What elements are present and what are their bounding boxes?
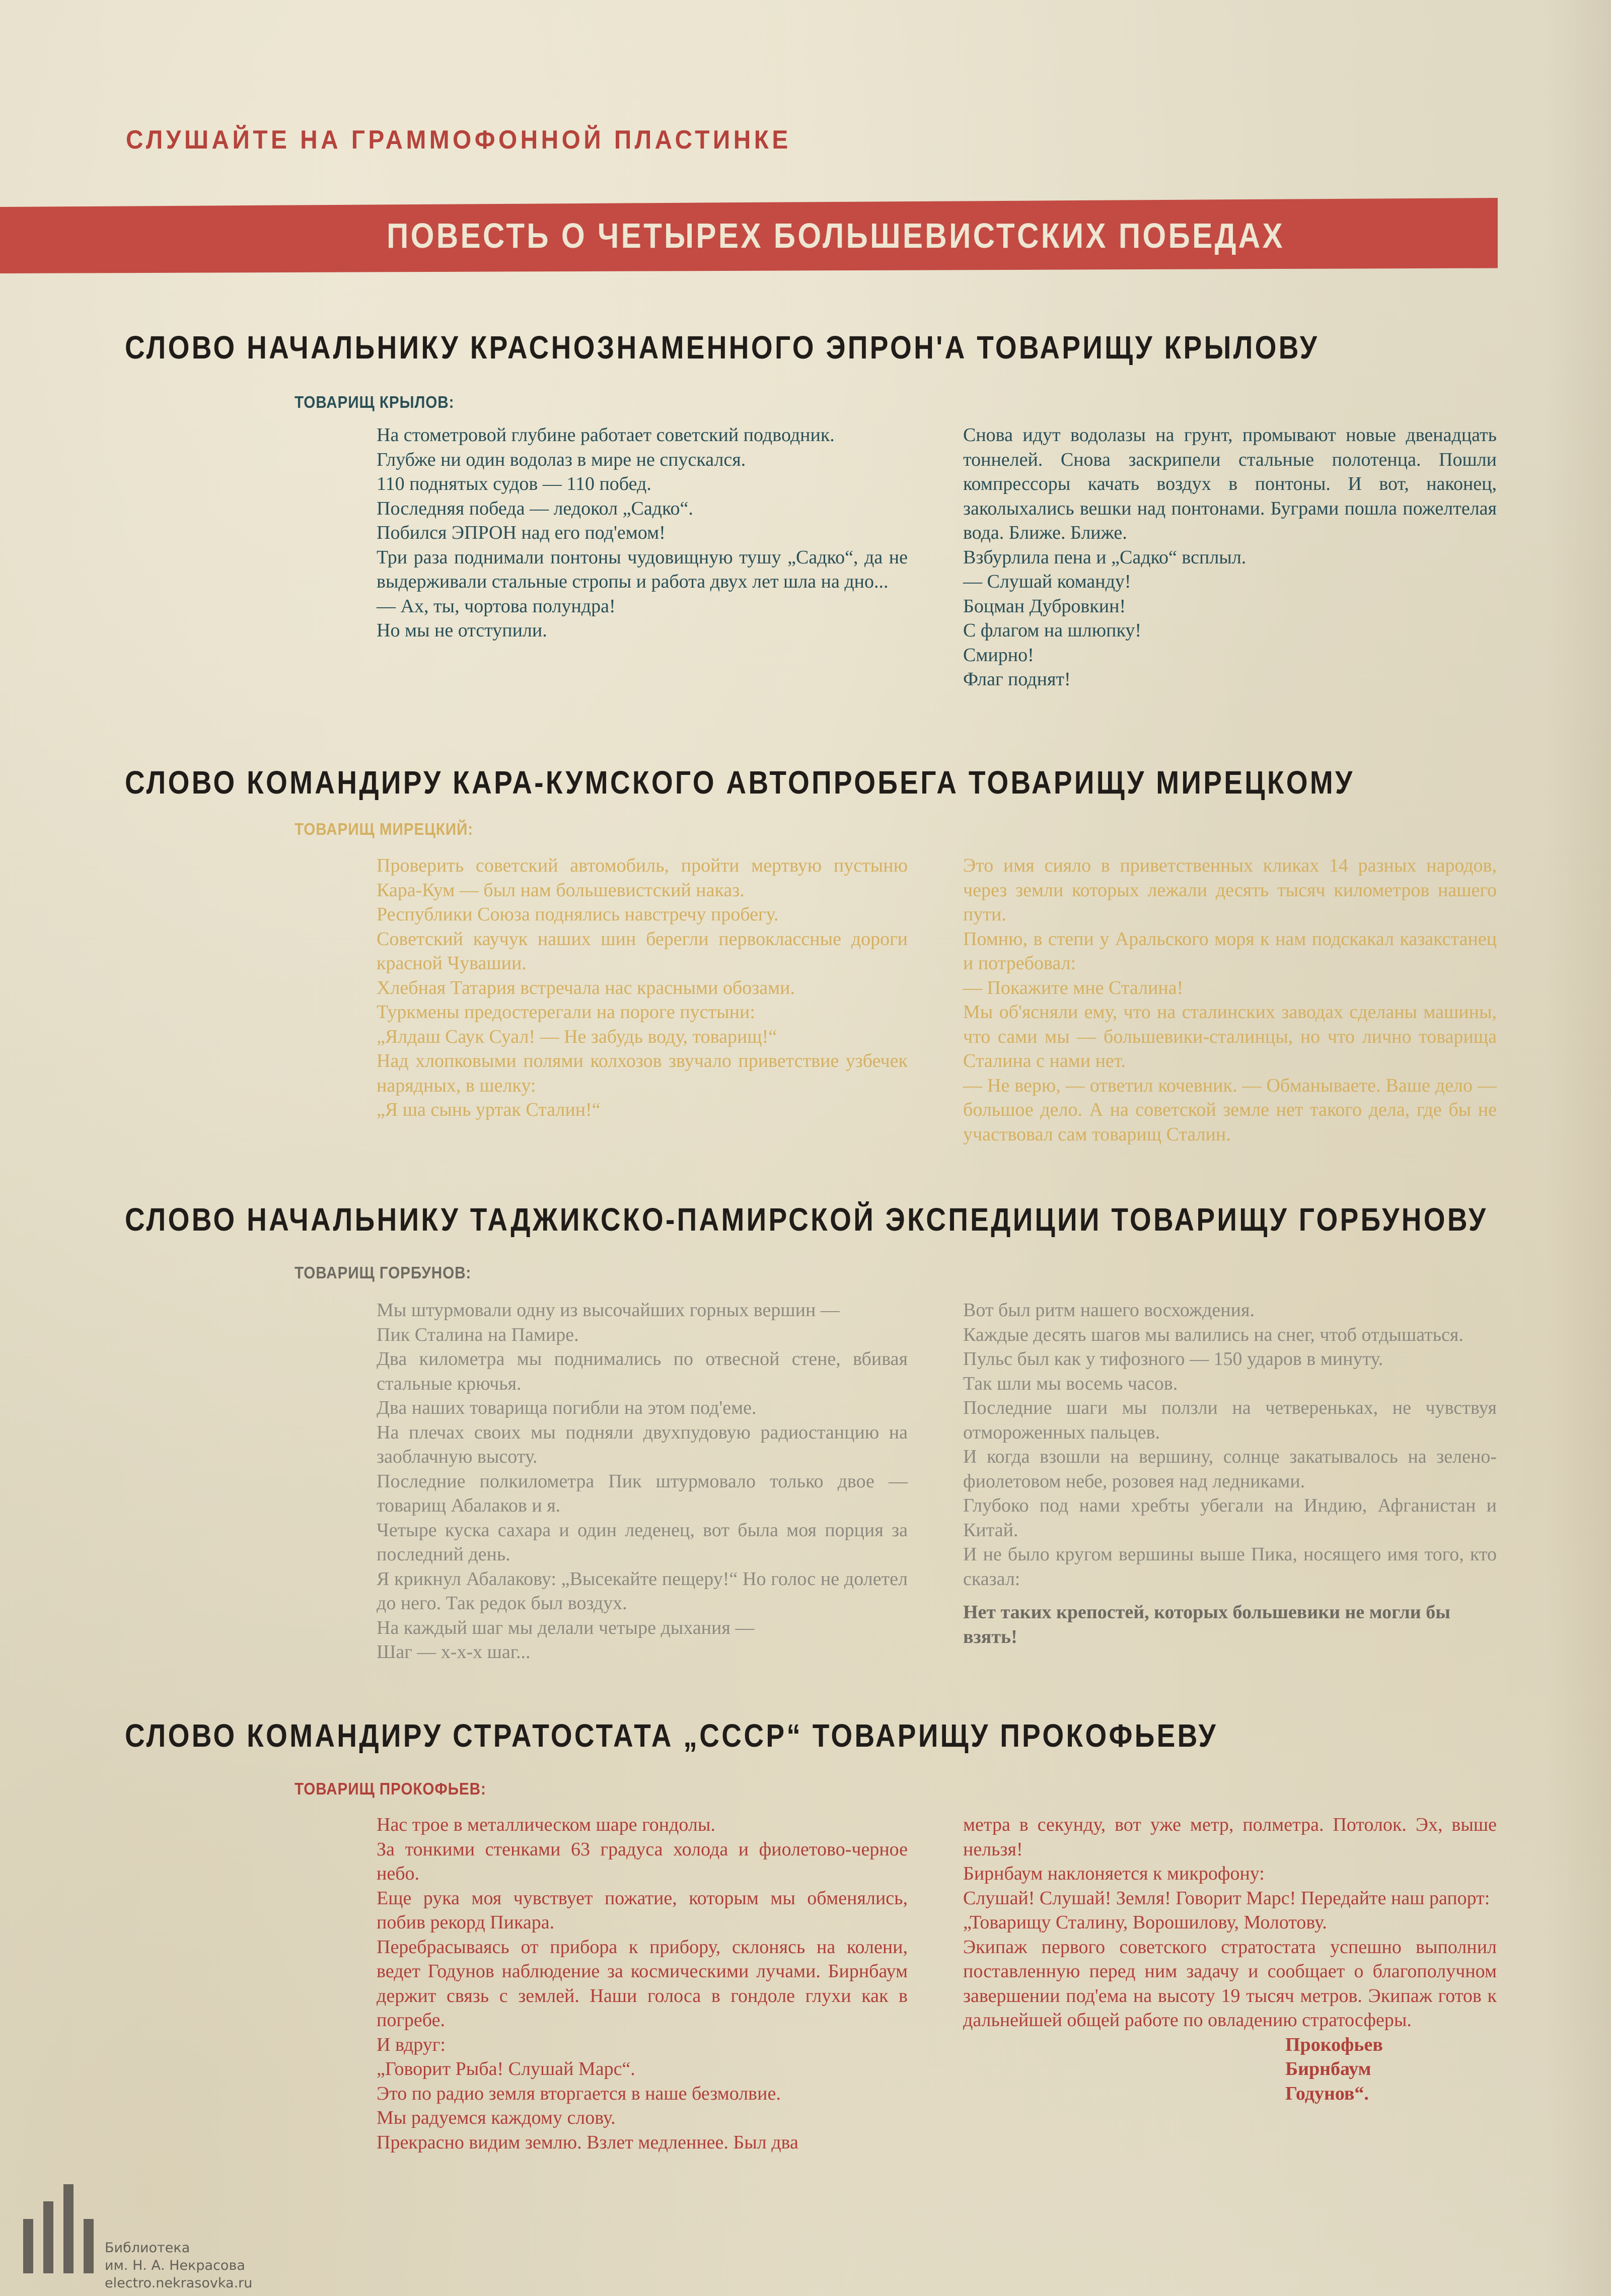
paragraph: Глубже ни один водолаз в мире не спускался. (377, 449, 746, 470)
library-name: Библиотека (105, 2240, 190, 2256)
text-column-krylov-right (963, 423, 1497, 692)
paragraph: Последние шаги мы ползли на четвереньках, не чувствуя отмороженных пальцев. (963, 1397, 1497, 1443)
text-column-miretsky-right (963, 853, 1497, 1146)
paragraph: Но мы не отступили. (377, 620, 547, 641)
library-bars-logo-icon (23, 2183, 94, 2273)
paragraph: Помню, в степи у Аральского моря к нам подскакал казакстанец и потребовал: (963, 928, 1497, 974)
signature: Бирнбаум (1285, 2058, 1371, 2079)
text-column-gorbunov-left (377, 1298, 908, 1665)
paragraph: Последние полкилометра Пик штурмовало только двое — товарищ Абалаков и я. (377, 1470, 908, 1516)
paragraph: — Слушай команду! (963, 571, 1131, 592)
library-subtitle: им. Н. А. Некрасова (105, 2258, 245, 2273)
paragraph: Побился ЭПРОН над его под'емом! (377, 522, 666, 543)
paragraph: Мы радуемся каждому слову. (377, 2107, 616, 2128)
paragraph: Два километра мы поднимались по отвесной стене, вбивая стальные крючья. (377, 1348, 908, 1394)
paper-edge-shadow (1546, 0, 1611, 2296)
paragraph: На стометровой глубине работает советский подводник. (377, 424, 835, 446)
paragraph: Флаг поднят! (963, 669, 1071, 690)
library-watermark (105, 2239, 252, 2292)
paragraph: Слушай! Слушай! Земля! Говорит Марс! Передайте наш рапорт: (963, 1887, 1490, 1909)
text-column-miretsky-left (377, 853, 908, 1122)
speaker-label-miretsky: ТОВАРИЩ МИРЕЦКИЙ: (295, 820, 474, 838)
paragraph: На каждый шаг мы делали четыре дыхания — (377, 1617, 755, 1638)
text-column-prokofiev-left (377, 1813, 908, 2155)
paragraph: Так шли мы восемь часов. (963, 1373, 1178, 1394)
paragraph: Советский каучук наших шин берегли первоклассные дороги красной Чувашии. (377, 928, 908, 974)
paragraph: Хлебная Татария встречала нас красными обозами. (377, 977, 795, 998)
speaker-label-prokofiev: ТОВАРИЩ ПРОКОФЬЕВ: (295, 1779, 486, 1798)
paragraph: Вот был ритм нашего восхождения. (963, 1300, 1255, 1321)
paragraph: Еще рука моя чувствует пожатие, которым мы обменялись, побив рекорд Пикара. (377, 1887, 908, 1933)
paragraph: — Покажите мне Сталина! (963, 977, 1184, 998)
paragraph: На плечах своих мы подняли двухпудовую радиостанцию на заоблачную высоту. (377, 1421, 908, 1467)
section-heading-miretsky: СЛОВО КОМАНДИРУ КАРА-КУМСКОГО АВТОПРОБЕГА ТОВАРИЩУ МИРЕЦКОМУ (125, 764, 1355, 801)
kicker-title: СЛУШАЙТЕ НА ГРАММОФОННОЙ ПЛАСТИНКЕ (126, 125, 791, 155)
paragraph: Каждые десять шагов мы валились на снег, чтоб отдышаться. (963, 1324, 1463, 1345)
text-column-prokofiev-right (963, 1813, 1497, 2106)
paragraph: За тонкими стенками 63 градуса холода и фиолетово-черное небо. (377, 1838, 908, 1884)
section-heading-prokofiev: СЛОВО КОМАНДИРУ СТРАТОСТАТА „СССР“ ТОВАРИЩУ ПРОКОФЬЕВУ (125, 1717, 1218, 1754)
paragraph: метра в секунду, вот уже метр, полметра. Потолок. Эх, выше нельзя! (963, 1814, 1497, 1860)
paragraph: Над хлопковыми полями колхозов звучало приветствие узбечек нарядных, в шелку: (377, 1050, 908, 1096)
paragraph: Глубоко под нами хребты убегали на Индию, Афганистан и Китай. (963, 1495, 1497, 1541)
speaker-label-krylov: ТОВАРИЩ КРЫЛОВ: (295, 393, 455, 411)
paragraph: — Ах, ты, чортова полундра! (377, 595, 616, 617)
paragraph: Три раза поднимали понтоны чудовищную тушу „Садко“, да не выдерживали стальные стропы и работа двух лет шла на дно... (377, 546, 908, 592)
paragraph: Это имя сияло в приветственных кликах 14 разных народов, через земли которых лежали десять тысяч километров нашего пути. (963, 855, 1497, 925)
section-heading-krylov: СЛОВО НАЧАЛЬНИКУ КРАСНОЗНАМЕННОГО ЭПРОН'А ТОВАРИЩУ КРЫЛОВУ (125, 329, 1320, 366)
paragraph: Я крикнул Абалакову: „Высекайте пещеру!“ Но голос не долетел до него. Так редок был воздух. (377, 1568, 908, 1614)
signature: Годунов“. (1285, 2083, 1369, 2104)
speaker-label-gorbunov: ТОВАРИЩ ГОРБУНОВ: (295, 1263, 472, 1282)
text-column-gorbunov-right (963, 1298, 1497, 1649)
paragraph: Снова идут водолазы на грунт, промывают новые двенадцать тоннелей. Снова заскрипели стальные полотенца. Пошли компрессоры качать воздух в понтоны. И вот, наконец, заколыхались вешки над понтонами. Буграми пошла пожелтелая вода. Ближе. Ближе. (963, 424, 1497, 543)
text-column-krylov-left (377, 423, 908, 643)
paragraph: 110 поднятых судов — 110 побед. (377, 473, 651, 494)
closing-quote: Нет таких крепостей, которых большевики не могли бы взять! (963, 1602, 1450, 1647)
paragraph: Республики Союза поднялись навстречу пробегу. (377, 904, 779, 925)
paragraph: Взбурлила пена и „Садко“ всплыл. (963, 546, 1247, 568)
paragraph: „Говорит Рыба! Слушай Марс“. (377, 2058, 635, 2079)
paragraph: С флагом на шлюпку! (963, 620, 1142, 641)
paragraph: Смирно! (963, 644, 1034, 666)
paragraph: И вдруг: (377, 2034, 446, 2055)
paragraph: Два наших товарища погибли на этом под'еме. (377, 1397, 757, 1418)
paragraph: Экипаж первого советского стратостата успешно выполнил поставленную перед ним задачу и сообщает о благополучном завершении под'ема на высоту 19 тысяч метров. Экипаж готов к дальнейшей общей работе по овладению стратосферы. (963, 1936, 1497, 2031)
library-url-link[interactable]: electro.nekrasovka.ru (105, 2275, 253, 2291)
signature: Прокофьев (1285, 2034, 1383, 2055)
paragraph: Прекрасно видим землю. Взлет медленнее. Был два (377, 2131, 798, 2153)
paragraph: — Не верю, — ответил кочевник. — Обманываете. Ваше дело — большое дело. А на советской земле нет такого дела, где бы не участвовал сам товарищ Сталин. (963, 1074, 1497, 1145)
paragraph: „Ялдаш Саук Суал! — Не забудь воду, товарищ!“ (377, 1026, 777, 1047)
paragraph: Шаг — х-х-х шаг... (377, 1641, 531, 1663)
paragraph: Мы об'ясняли ему, что на сталинских заводах сделаны машины, что сами мы — большевики-сталинцы, но что лично товарища Сталина с нами нет. (963, 1001, 1497, 1071)
paragraph: Пик Сталина на Памире. (377, 1324, 579, 1345)
paragraph: Четыре куска сахара и один леденец, вот была моя порция за последний день. (377, 1519, 908, 1565)
paragraph: Боцман Дубровкин! (963, 595, 1126, 617)
paragraph: И не было кругом вершины выше Пика, носящего имя того, кто сказал: (963, 1544, 1497, 1590)
paragraph: „Товарищу Сталину, Ворошилову, Молотову. (963, 1912, 1327, 1933)
paragraph: И когда взошли на вершину, солнце закатывалось на зелено-фиолетовом небе, розовея над ледниками. (963, 1446, 1497, 1492)
paragraph: Нас трое в металлическом шаре гондолы. (377, 1814, 715, 1835)
paragraph: Проверить советский автомобиль, пройти мертвую пустыню Кара-Кум — был нам большевистский наказ. (377, 855, 908, 901)
banner-title: ПОВЕСТЬ О ЧЕТЫРЕХ БОЛЬШЕВИСТСКИХ ПОБЕДАХ (387, 216, 1285, 255)
paragraph: Бирнбаум наклоняется к микрофону: (963, 1863, 1265, 1884)
section-heading-gorbunov: СЛОВО НАЧАЛЬНИКУ ТАДЖИКСКО-ПАМИРСКОЙ ЭКСПЕДИЦИИ ТОВАРИЩУ ГОРБУНОВУ (125, 1201, 1488, 1238)
paragraph: Это по радио земля вторгается в наше безмолвие. (377, 2083, 781, 2104)
paragraph: Последняя победа — ледокол „Садко“. (377, 497, 693, 519)
paragraph: Перебрасываясь от прибора к прибору, склонясь на колени, ведет Годунов наблюдение за космическими лучами. Бирнбаум держит связь с землей. Наши голоса в гондоле глухи как в погребе. (377, 1936, 908, 2031)
paragraph: Пульс был как у тифозного — 150 ударов в минуту. (963, 1348, 1383, 1370)
paragraph: „Я ша сынь уртак Сталин!“ (377, 1099, 601, 1120)
paragraph: Мы штурмовали одну из высочайших горных вершин — (377, 1300, 840, 1321)
paragraph: Туркмены предостерегали на пороге пустыни: (377, 1001, 755, 1023)
